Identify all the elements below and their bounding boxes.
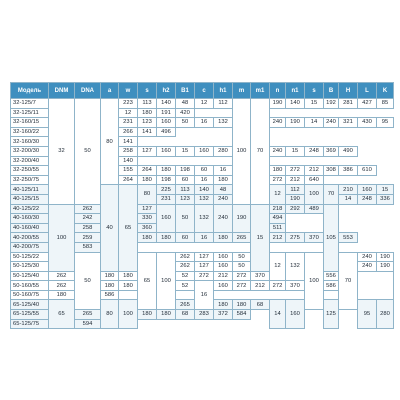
header-cell: DNM [49, 83, 75, 99]
value-cell: 262 [176, 262, 195, 272]
value-cell: 160 [214, 262, 233, 272]
value-cell: 48 [176, 99, 195, 109]
value-cell: 262 [49, 281, 75, 291]
value-cell: 12 [195, 99, 214, 109]
value-cell: 65 [49, 300, 75, 329]
value-cell: 180 [233, 300, 251, 310]
value-cell: 248 [305, 146, 324, 156]
value-cell: 160 [157, 204, 176, 233]
value-cell: 553 [339, 233, 358, 243]
value-cell: 370 [251, 271, 270, 281]
value-cell: 248 [358, 194, 377, 204]
value-cell: 258 [119, 146, 138, 156]
model-cell: 40-125/22 [11, 204, 49, 214]
model-cell: 32-160/15 [11, 118, 49, 128]
value-cell: 112 [286, 185, 305, 195]
model-cell: 65-125/40 [11, 300, 49, 310]
value-cell: 283 [195, 310, 214, 320]
value-cell: 140 [119, 156, 138, 166]
value-cell: 489 [305, 204, 324, 214]
value-cell: 586 [324, 281, 339, 291]
model-cell: 32-250/75 [11, 175, 49, 185]
value-cell: 336 [377, 194, 394, 204]
header-model: Модель [11, 83, 49, 99]
value-cell: 240 [214, 194, 233, 204]
value-cell: 70 [339, 252, 358, 310]
model-cell: 65-125/55 [11, 310, 49, 320]
value-cell: 160 [157, 146, 176, 156]
value-cell: 262 [49, 271, 75, 281]
value-cell: 272 [195, 271, 214, 281]
value-cell: 212 [214, 271, 233, 281]
value-cell: 16 [195, 175, 214, 185]
value-cell: 50 [176, 118, 195, 128]
value-cell: 68 [176, 310, 195, 320]
value-cell: 198 [176, 166, 195, 176]
value-cell: 494 [270, 214, 286, 224]
header-cell: s [305, 83, 324, 99]
value-cell: 32 [49, 99, 75, 205]
value-cell: 40 [101, 185, 119, 271]
header-cell: n1 [286, 83, 305, 99]
value-cell: 190 [233, 204, 251, 233]
value-cell: 594 [75, 319, 101, 329]
value-cell: 180 [138, 108, 157, 118]
value-cell: 180 [138, 175, 157, 185]
model-cell: 32-200/40 [11, 156, 49, 166]
model-cell: 32-125/7 [11, 99, 49, 109]
value-cell: 127 [195, 252, 214, 262]
value-cell: 50 [233, 252, 251, 262]
value-cell: 12 [270, 185, 286, 204]
value-cell: 264 [138, 166, 157, 176]
value-cell: 272 [233, 271, 251, 281]
value-cell: 180 [214, 233, 233, 243]
table-row [11, 204, 394, 214]
header-row [11, 83, 394, 99]
value-cell: 180 [119, 271, 138, 281]
value-cell: 225 [157, 185, 176, 195]
value-cell: 12 [119, 108, 138, 118]
value-cell: 190 [286, 118, 305, 128]
value-cell: 52 [176, 281, 195, 291]
value-cell: 105 [324, 204, 339, 271]
value-cell: 160 [358, 185, 377, 195]
value-cell: 15 [377, 185, 394, 195]
header-cell: m [233, 83, 251, 99]
value-cell: 15 [251, 204, 270, 271]
value-cell: 192 [324, 99, 339, 109]
value-cell: 292 [286, 204, 305, 214]
value-cell: 68 [251, 300, 270, 310]
value-cell: 275 [286, 233, 305, 243]
value-cell: 262 [176, 252, 195, 262]
header-cell: H [339, 83, 358, 99]
value-cell: 80 [101, 300, 119, 329]
value-cell: 65 [138, 252, 157, 310]
header-cell: K [377, 83, 394, 99]
table-row [11, 271, 394, 281]
value-cell: 190 [377, 262, 394, 272]
value-cell: 100 [305, 252, 324, 310]
value-cell: 14 [339, 194, 358, 204]
value-cell: 180 [138, 310, 157, 320]
value-cell: 127 [138, 146, 157, 156]
header-cell: h1 [214, 83, 233, 99]
value-cell: 80 [101, 99, 119, 185]
value-cell: 272 [270, 175, 286, 185]
model-cell: 40-200/55 [11, 233, 49, 243]
value-cell: 132 [286, 252, 305, 281]
value-cell: 50 [75, 252, 101, 310]
value-cell: 15 [286, 146, 305, 156]
header-cell: s [138, 83, 157, 99]
value-cell: 242 [75, 214, 101, 224]
value-cell: 272 [233, 281, 251, 291]
value-cell: 70 [324, 185, 339, 204]
value-cell: 240 [324, 118, 339, 128]
value-cell: 100 [157, 252, 176, 310]
value-cell: 272 [270, 281, 286, 291]
value-cell: 140 [286, 99, 305, 109]
value-cell: 420 [176, 108, 195, 118]
value-cell: 610 [358, 166, 377, 176]
value-cell: 370 [286, 281, 305, 291]
value-cell: 180 [138, 233, 157, 243]
header-cell: n [270, 83, 286, 99]
model-cell: 50-125/30 [11, 262, 49, 272]
value-cell: 308 [324, 166, 339, 176]
value-cell: 16 [195, 118, 214, 128]
value-cell: 112 [214, 99, 233, 109]
model-cell: 40-160/40 [11, 223, 49, 233]
value-cell: 490 [339, 146, 358, 156]
value-cell: 123 [138, 118, 157, 128]
value-cell: 12 [270, 252, 286, 281]
value-cell: 100 [305, 185, 324, 204]
model-cell: 32-160/22 [11, 127, 49, 137]
value-cell: 160 [214, 252, 233, 262]
value-cell: 190 [377, 252, 394, 262]
header-cell: DNA [75, 83, 101, 99]
value-cell: 180 [157, 310, 176, 320]
value-cell: 132 [214, 118, 233, 128]
value-cell: 280 [377, 300, 394, 329]
header-cell: h2 [157, 83, 176, 99]
value-cell: 65 [119, 185, 138, 271]
header-cell: L [358, 83, 377, 99]
value-cell: 180 [101, 281, 119, 291]
value-cell: 370 [305, 233, 324, 243]
value-cell: 48 [214, 185, 233, 195]
value-cell: 141 [119, 137, 138, 147]
value-cell: 640 [305, 175, 324, 185]
value-cell: 127 [138, 204, 157, 214]
table-body [11, 99, 394, 329]
value-cell: 265 [233, 233, 251, 243]
model-cell: 50-160/75 [11, 290, 49, 300]
value-cell: 60 [176, 175, 195, 185]
header-cell: m1 [251, 83, 270, 99]
value-cell: 16 [195, 281, 214, 310]
value-cell: 231 [119, 118, 138, 128]
value-cell: 266 [119, 127, 138, 137]
model-cell: 32-250/55 [11, 166, 49, 176]
value-cell: 556 [324, 271, 339, 281]
value-cell: 132 [195, 194, 214, 204]
value-cell: 160 [286, 300, 305, 329]
value-cell: 100 [49, 204, 75, 271]
value-cell: 583 [75, 242, 101, 252]
value-cell: 141 [138, 127, 157, 137]
value-cell: 15 [305, 99, 324, 109]
value-cell: 262 [75, 204, 101, 214]
value-cell: 212 [305, 166, 324, 176]
value-cell: 180 [49, 290, 75, 300]
value-cell: 212 [270, 233, 286, 243]
value-cell: 265 [75, 310, 101, 320]
value-cell: 218 [270, 204, 286, 214]
value-cell: 190 [286, 194, 305, 204]
header-cell: B1 [176, 83, 195, 99]
value-cell: 160 [157, 118, 176, 128]
value-cell: 113 [176, 185, 195, 195]
value-cell: 258 [75, 223, 101, 233]
value-cell: 14 [270, 300, 286, 329]
value-cell: 586 [101, 290, 119, 300]
model-cell: 40-200/75 [11, 242, 49, 252]
value-cell: 180 [101, 271, 119, 281]
value-cell: 155 [119, 166, 138, 176]
value-cell: 52 [176, 271, 195, 281]
value-cell: 190 [270, 99, 286, 109]
value-cell: 113 [138, 99, 157, 109]
value-cell: 369 [324, 146, 339, 156]
value-cell: 16 [195, 233, 214, 243]
table-row [11, 99, 394, 109]
value-cell: 264 [119, 175, 138, 185]
header-cell: w [119, 83, 138, 99]
value-cell: 123 [176, 194, 195, 204]
model-cell: 40-125/11 [11, 185, 49, 195]
value-cell: 180 [270, 166, 286, 176]
value-cell: 212 [251, 281, 270, 291]
value-cell: 212 [286, 175, 305, 185]
value-cell: 70 [251, 99, 270, 205]
value-cell: 272 [286, 166, 305, 176]
value-cell: 140 [195, 185, 214, 195]
model-cell: 40-125/15 [11, 194, 49, 204]
value-cell: 240 [214, 204, 233, 233]
value-cell: 240 [270, 146, 286, 156]
value-cell: 50 [233, 262, 251, 272]
value-cell: 240 [358, 262, 377, 272]
value-cell: 231 [157, 194, 176, 204]
value-cell: 180 [157, 233, 176, 243]
table-row [11, 281, 394, 291]
model-cell: 40-160/30 [11, 214, 49, 224]
value-cell: 281 [339, 99, 358, 109]
value-cell: 198 [157, 175, 176, 185]
value-cell: 330 [138, 214, 157, 224]
model-cell: 50-125/22 [11, 252, 49, 262]
value-cell: 191 [157, 108, 176, 118]
value-cell: 50 [176, 204, 195, 233]
value-cell: 386 [339, 166, 358, 176]
model-cell: 32-160/30 [11, 137, 49, 147]
table-header [11, 83, 394, 99]
header-cell: B [324, 83, 339, 99]
value-cell: 140 [157, 99, 176, 109]
value-cell: 160 [214, 281, 233, 291]
model-cell: 65-125/75 [11, 319, 49, 329]
value-cell: 360 [138, 223, 157, 233]
value-cell: 223 [119, 99, 138, 109]
header-cell: a [101, 83, 119, 99]
value-cell: 15 [176, 146, 195, 156]
value-cell: 180 [119, 281, 138, 291]
value-cell: 100 [119, 300, 138, 329]
value-cell: 80 [138, 185, 157, 204]
model-cell: 32-200/30 [11, 146, 49, 156]
value-cell: 160 [195, 146, 214, 156]
value-cell: 280 [214, 146, 233, 156]
header-cell: c [195, 83, 214, 99]
value-cell: 60 [195, 166, 214, 176]
value-cell: 132 [195, 204, 214, 233]
value-cell: 95 [358, 300, 377, 329]
value-cell: 210 [339, 185, 358, 195]
value-cell: 16 [214, 166, 233, 176]
value-cell: 372 [214, 310, 233, 320]
value-cell: 60 [176, 233, 195, 243]
value-cell: 127 [195, 262, 214, 272]
value-cell: 259 [75, 233, 101, 243]
model-cell: 50-160/55 [11, 281, 49, 291]
value-cell: 427 [358, 99, 377, 109]
value-cell: 240 [358, 252, 377, 262]
value-cell: 125 [324, 300, 339, 329]
value-cell: 240 [270, 118, 286, 128]
value-cell: 95 [377, 118, 394, 128]
value-cell: 265 [176, 300, 195, 310]
pump-dimensions-table [10, 82, 394, 329]
value-cell: 180 [214, 175, 233, 185]
value-cell: 180 [157, 166, 176, 176]
value-cell: 321 [339, 118, 358, 128]
value-cell: 584 [233, 310, 251, 320]
value-cell: 430 [358, 118, 377, 128]
value-cell: 100 [233, 99, 251, 205]
model-cell: 50-125/40 [11, 271, 49, 281]
value-cell: 50 [75, 99, 101, 205]
value-cell: 85 [377, 99, 394, 109]
value-cell: 511 [270, 223, 286, 233]
value-cell: 180 [214, 300, 233, 310]
value-cell: 14 [305, 118, 324, 128]
model-cell: 32-125/11 [11, 108, 49, 118]
value-cell: 496 [157, 127, 176, 137]
